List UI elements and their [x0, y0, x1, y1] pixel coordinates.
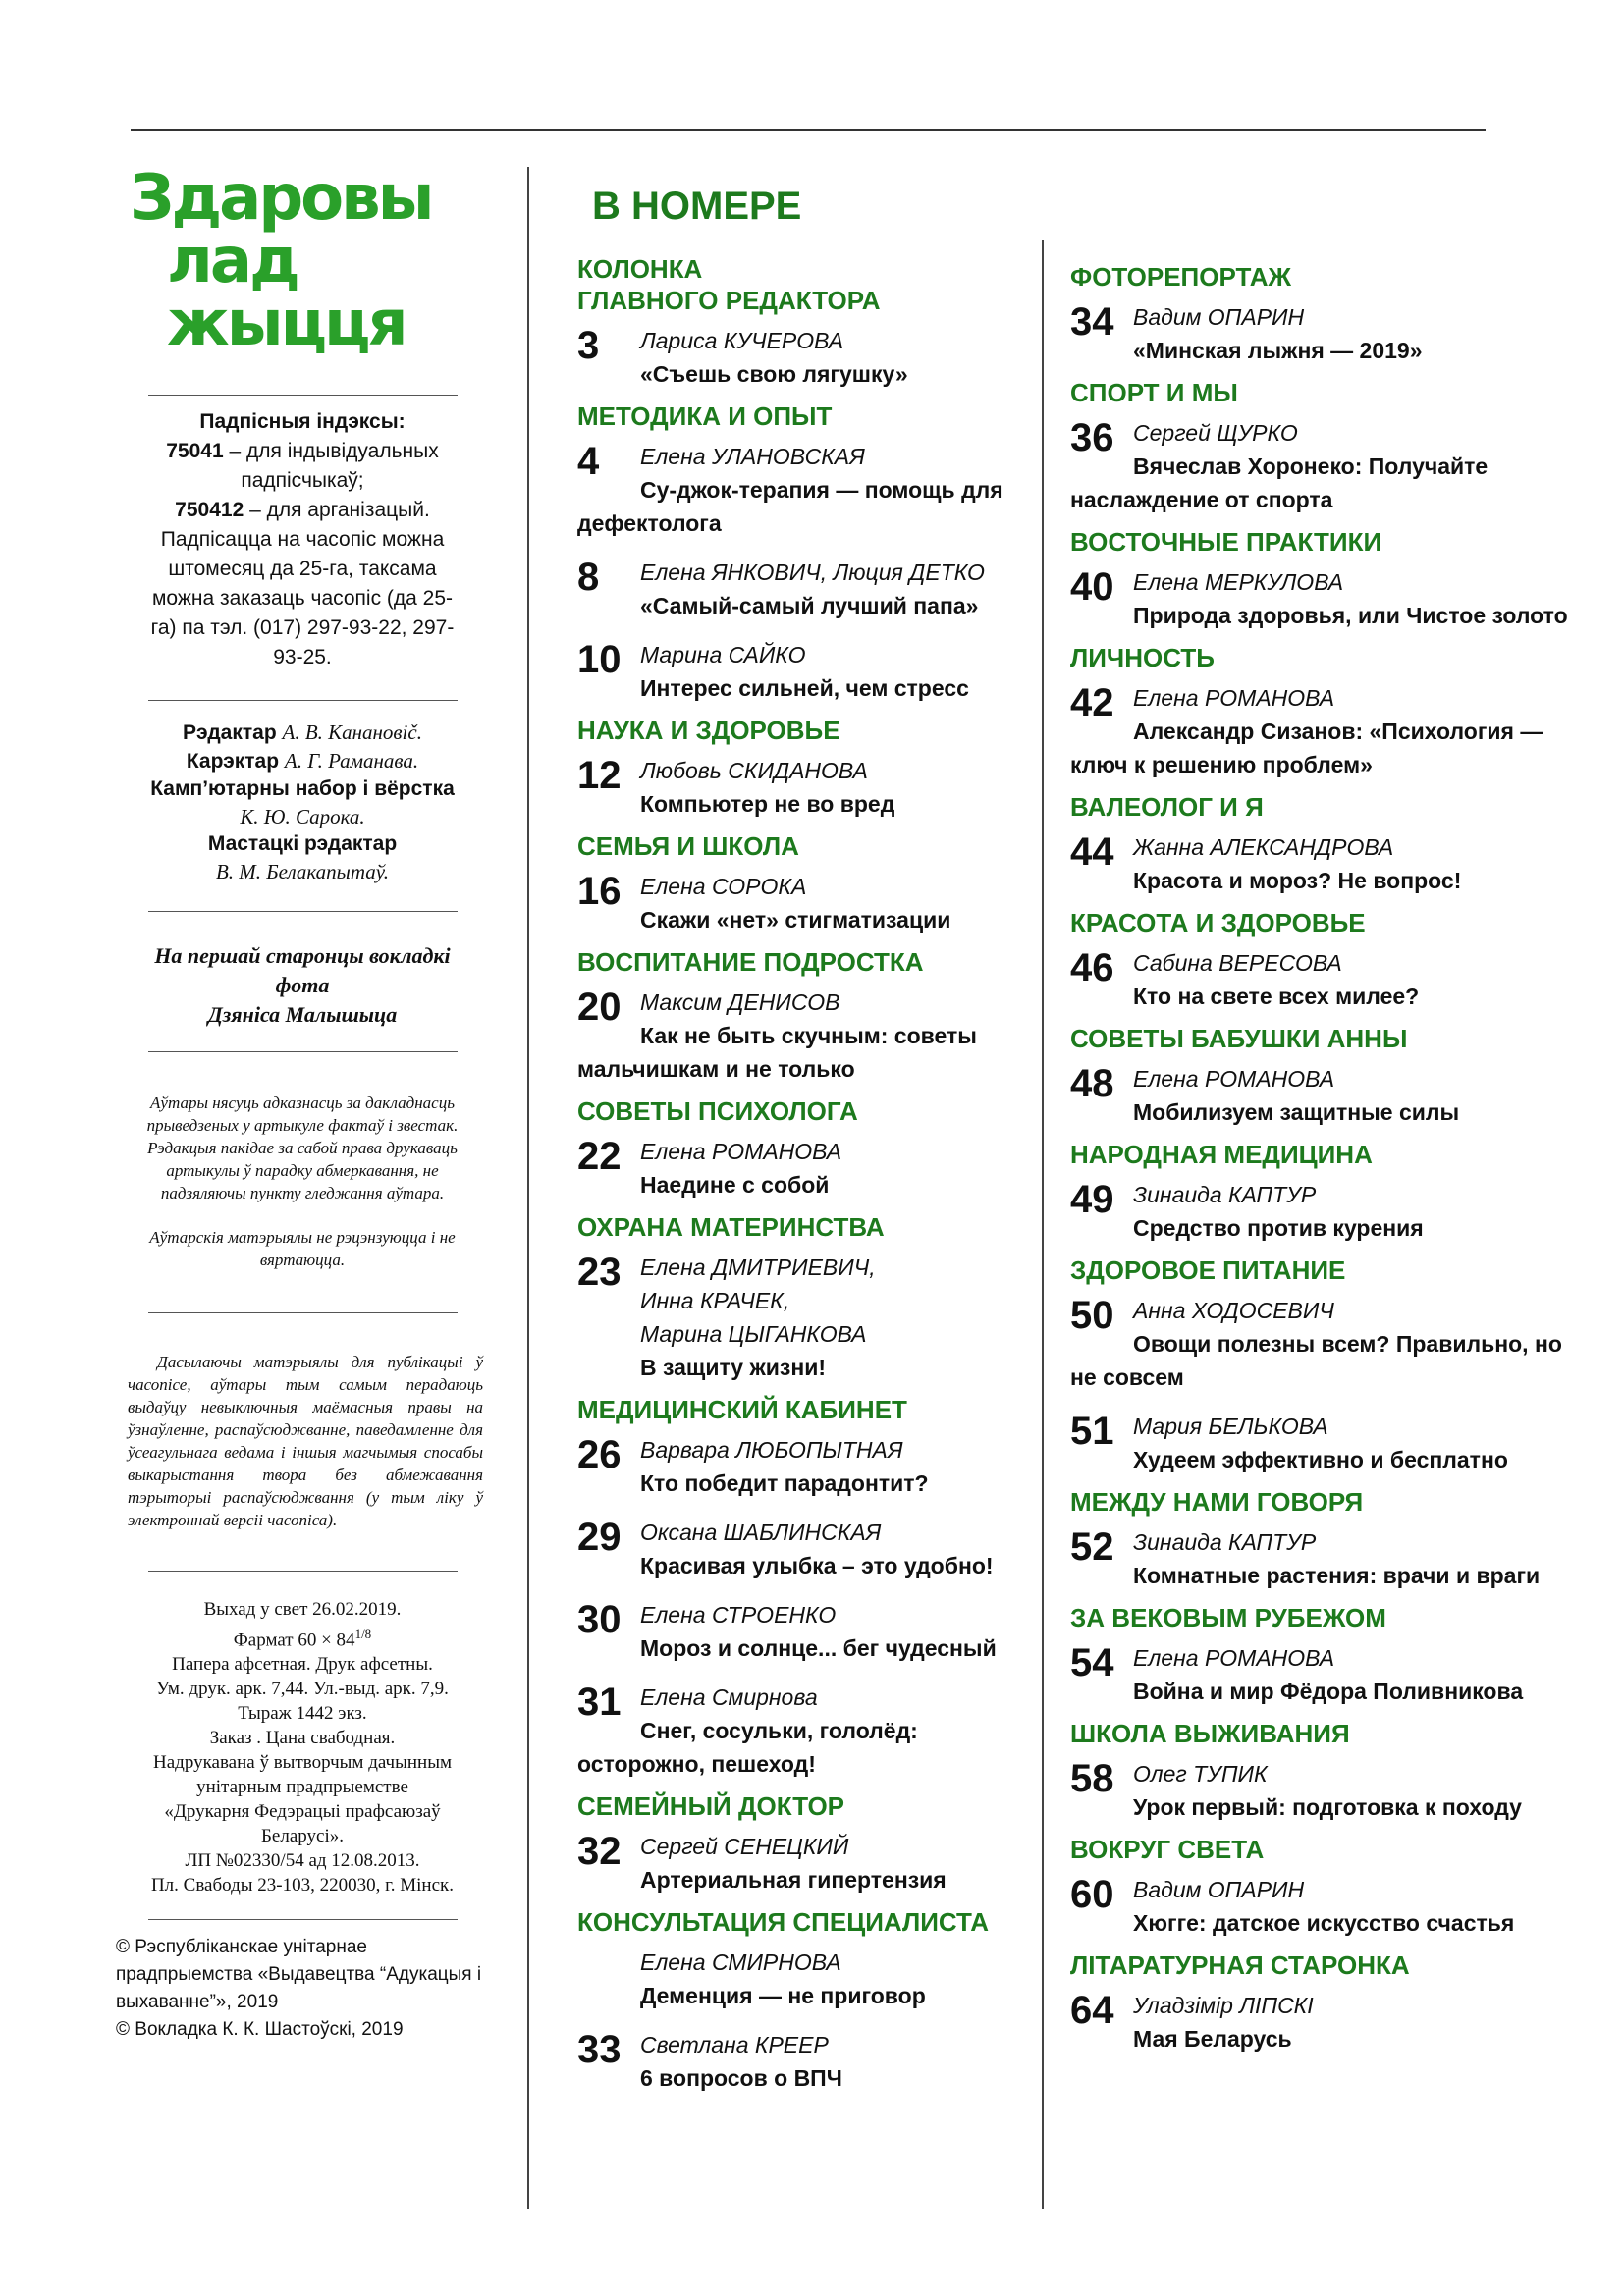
toc-entry[interactable] — [577, 986, 1019, 1086]
toc-author: Елена СТРОЕНКО — [640, 1602, 837, 1628]
toc-section-heading: СОВЕТЫ ПСИХОЛОГА — [577, 1096, 858, 1126]
toc-author: Елена РОМАНОВА — [640, 1139, 842, 1164]
toc-article-title-cont[interactable]: наслаждение от спорта — [1070, 487, 1333, 512]
toc-author: Вадим ОПАРИН — [1133, 304, 1305, 330]
staff-role: Мастацкі рэдактар — [207, 832, 398, 855]
toc-author: Жанна АЛЕКСАНДРОВА — [1133, 834, 1394, 860]
toc-article-title[interactable]: Худеем эффективно и бесплатно — [1133, 1447, 1508, 1472]
imprint-line: Надрукавана ў вытворчым дачынным — [153, 1752, 452, 1774]
toc-entry[interactable] — [577, 1946, 1019, 2012]
toc-author: Зинаида КАПТУР — [1133, 1182, 1317, 1207]
magazine-logo: Здаровы лад жыцця — [130, 162, 432, 360]
imprint-line: Пл. Свабоды 23-103, 220030, г. Мінск. — [150, 1875, 455, 1896]
toc-section-heading: ОХРАНА МАТЕРИНСТВА — [577, 1212, 885, 1242]
toc-article-title[interactable]: Хюгге: датское искусство счастья — [1133, 1910, 1515, 1936]
toc-author: Мария БЕЛЬКОВА — [1133, 1414, 1328, 1439]
page-number: 36 — [1070, 416, 1114, 459]
page-number: 32 — [577, 1830, 622, 1873]
toc-author: Елена ДМИТРИЕВИЧ, — [640, 1255, 876, 1280]
toc-article-title[interactable]: «Самый-самый лучший папа» — [640, 593, 979, 618]
disclaimer: Аўтары нясуць адказнасць за дакладнасць прыведзеных у артыкуле фактаў і звестак. Рэдакцыя пакідае за сабой права друкаваць артыкулы ў парадку абмеркавання, не падзяляючы пункту гледжання аўтара. Аўтарскія матэрыялы не рэцэнзуюцца і не вяртаюцца. — [146, 1094, 459, 1269]
toc-article-title[interactable]: Скажи «нет» стигматизации — [640, 907, 951, 933]
toc-entry[interactable] — [577, 1516, 1019, 1582]
toc-entry[interactable] — [1070, 1873, 1581, 1940]
page-number: 20 — [577, 986, 622, 1029]
toc-author: Елена РОМАНОВА — [1133, 685, 1335, 711]
toc-article-title[interactable]: «Минская лыжня — 2019» — [1133, 338, 1423, 363]
toc-entry[interactable] — [1070, 1178, 1581, 1245]
toc-entry[interactable] — [1070, 681, 1581, 781]
toc-article-title[interactable]: Вячеслав Хоронеко: Получайте — [1133, 454, 1489, 479]
toc-article-title-cont[interactable]: ключ к решению проблем» — [1070, 752, 1373, 777]
divider — [148, 911, 458, 912]
page-number: 50 — [1070, 1294, 1114, 1337]
toc-entry[interactable] — [1070, 1525, 1581, 1592]
page-number: 40 — [1070, 565, 1114, 609]
toc-article-title[interactable]: Мая Беларусь — [1133, 2026, 1292, 2052]
imprint-line: Выхад у свет 26.02.2019. — [203, 1599, 402, 1620]
toc-author: Оксана ШАБЛИНСКАЯ — [640, 1520, 882, 1545]
page-number: 52 — [1070, 1525, 1114, 1569]
page-number: 8 — [577, 556, 600, 599]
toc-author: Сергей СЕНЕЦКИЙ — [640, 1834, 849, 1859]
toc-entry[interactable] — [577, 870, 1019, 936]
subscription-info: Падпісныя індэксы: 75041 – для індывідуальных падпісчыкаў; 750412 – для арганізацый. Падпісацца на часопіс можна штомесяц да 25-га, таксама можна заказаць часопіс (да 25-га) па тэл. (017) 297-93-22, 297-93-25. — [150, 410, 455, 668]
toc-author: Светлана КРЕЕР — [640, 2032, 829, 2057]
page-number: 58 — [1070, 1757, 1114, 1800]
imprint-line: Фармат 60 × 84 — [233, 1629, 355, 1651]
toc-author: Елена ЯНКОВИЧ, Люция ДЕТКО — [640, 560, 985, 585]
toc-column-1 — [577, 253, 1019, 2095]
toc-entry[interactable] — [1070, 300, 1581, 367]
toc-article-title[interactable]: Мобилизуем защитные силы — [1133, 1099, 1460, 1125]
staff-role: Рэдактар — [183, 721, 283, 744]
page-number: 46 — [1070, 946, 1114, 989]
imprint-line: Заказ . Цана свабодная. — [209, 1728, 396, 1749]
toc-article-title[interactable]: Урок первый: подготовка к походу — [1133, 1794, 1522, 1820]
toc-entry[interactable] — [1070, 565, 1581, 632]
toc-entry[interactable] — [1070, 1294, 1581, 1394]
toc-article-title[interactable]: Компьютер не во вред — [640, 791, 895, 817]
toc-author: Зинаида КАПТУР — [1133, 1529, 1317, 1555]
toc-entry[interactable] — [577, 1681, 1019, 1781]
toc-section-heading: ЛІТАРАТУРНАЯ СТАРОНКА — [1070, 1950, 1410, 1980]
toc-article-title[interactable]: Как не быть скучным: советы — [640, 1023, 977, 1048]
toc-section-heading: НАРОДНАЯ МЕДИЦИНА — [1070, 1140, 1373, 1169]
toc-article-title[interactable]: Александр Сизанов: «Психология — — [1133, 719, 1543, 744]
toc-entry[interactable] — [1070, 1989, 1581, 2056]
toc-author: Вадим ОПАРИН — [1133, 1877, 1305, 1902]
toc-author: Сергей ЩУРКО — [1133, 420, 1298, 446]
format-fraction: 1/8 — [354, 1627, 372, 1641]
toc-article-title-cont[interactable]: не совсем — [1070, 1364, 1184, 1390]
imprint-line: Папера афсетная. Друк афсетны. — [172, 1654, 433, 1676]
toc-entry[interactable] — [1070, 830, 1581, 897]
staff-role: Камп’ютарны набор і вёрстка — [150, 777, 455, 800]
toc-author: Марина САЙКО — [640, 642, 806, 667]
toc-article-title[interactable]: Кто на свете всех милее? — [1133, 984, 1420, 1009]
page-number: 49 — [1070, 1178, 1114, 1221]
divider — [148, 1051, 458, 1052]
page-number: 42 — [1070, 681, 1114, 724]
cover-photo-credit: На першай старонцы вокладкі фота Дзяніса Малышыца — [154, 943, 451, 1027]
staff-name: В. М. Белакапытаў. — [215, 860, 390, 883]
toc-article-title-cont[interactable]: осторожно, пешеход! — [577, 1751, 816, 1777]
toc-section-heading: ВОСТОЧНЫЕ ПРАКТИКИ — [1070, 527, 1382, 557]
toc-article-title[interactable]: Средство против курения — [1133, 1215, 1424, 1241]
toc-article-title[interactable]: Война и мир Фёдора Поливникова — [1133, 1679, 1524, 1704]
toc-section-heading: СОВЕТЫ БАБУШКИ АННЫ — [1070, 1024, 1408, 1053]
copyright: © Рэспубліканскае унітарнае прадпрыемства «Выдавецтва “Адукацыя і выхаванне”», 2019 © Вокладка К. К. Шастоўскі, 2019 — [116, 1937, 482, 2041]
toc-entry[interactable] — [577, 1598, 1019, 1665]
page-number: 64 — [1070, 1989, 1114, 2032]
page-number: 48 — [1070, 1062, 1114, 1105]
toc-entry[interactable] — [1070, 1410, 1581, 1476]
toc-article-title[interactable]: Кто победит парадонтит? — [640, 1470, 929, 1496]
imprint-line: Ум. друк. арк. 7,44. Ул.-выд. арк. 7,9. — [156, 1679, 449, 1700]
column-divider — [527, 167, 529, 2209]
page-number: 4 — [577, 440, 600, 483]
page-number: 30 — [577, 1598, 622, 1641]
page-number: 54 — [1070, 1641, 1114, 1684]
toc-author: Елена РОМАНОВА — [1133, 1645, 1335, 1671]
divider — [148, 1312, 458, 1313]
imprint-line: унітарным прадпрыемстве — [196, 1777, 408, 1798]
toc-section-heading: ЗА ВЕКОВЫМ РУБЕЖОМ — [1070, 1603, 1386, 1632]
toc-article-title[interactable]: «Съешь свою лягушку» — [640, 361, 908, 387]
toc-section-heading: СЕМЕЙНЫЙ ДОКТОР — [577, 1791, 845, 1821]
page-number: 29 — [577, 1516, 622, 1559]
toc-article-title[interactable]: Мороз и солнце... бег чудесный — [640, 1635, 997, 1661]
toc-article-title[interactable]: В защиту жизни! — [640, 1355, 827, 1380]
toc-title: В НОМЕРЕ — [592, 185, 802, 228]
rights-notice: Дасылаючы матэрыялы для публікацыі ў часопісе, аўтары тым самым перадаюць выдаўцу невыключныя маёмасныя правы на ўзнаўленне, распаўсюджванне, паведамленне для ўсеагульнага ведама і іншыя магчымыя спосабы выкарыстання твора без абмежавання тэрыторыі распаўсюджвання (у тым ліку ў электроннай версіі часопіса). — [128, 1353, 483, 1529]
toc-article-title[interactable]: Деменция — не приговор — [640, 1983, 926, 2008]
toc-entry[interactable] — [577, 556, 1019, 622]
toc-section-heading: СПОРТ И МЫ — [1070, 378, 1238, 407]
toc-section-heading: ВАЛЕОЛОГ И Я — [1070, 792, 1264, 822]
toc-entry[interactable] — [577, 1830, 1019, 1896]
toc-author: Елена РОМАНОВА — [1133, 1066, 1335, 1092]
toc-entry[interactable] — [577, 2028, 1019, 2095]
staff-list — [116, 719, 489, 885]
page-number: 51 — [1070, 1410, 1114, 1453]
page-number: 60 — [1070, 1873, 1114, 1916]
toc-author: Елена СОРОКА — [640, 874, 807, 899]
toc-section-heading: КРАСОТА И ЗДОРОВЬЕ — [1070, 908, 1366, 937]
toc-entry[interactable] — [1070, 416, 1581, 516]
staff-name: К. Ю. Сарока. — [240, 805, 365, 828]
toc-entry[interactable] — [577, 440, 1019, 540]
toc-entry[interactable] — [577, 638, 1019, 705]
page-number: 26 — [577, 1433, 622, 1476]
toc-section-heading: НАУКА И ЗДОРОВЬЕ — [577, 716, 840, 745]
toc-section-heading: МЕТОДИКА И ОПЫТ — [577, 401, 833, 431]
page-number: 44 — [1070, 830, 1114, 874]
toc-author: Елена МЕРКУЛОВА — [1133, 569, 1344, 595]
toc-section-heading: СЕМЬЯ И ШКОЛА — [577, 831, 799, 861]
top-rule — [131, 129, 1486, 131]
toc-article-title[interactable]: 6 вопросов о ВПЧ — [640, 2065, 842, 2091]
toc-section-heading: ЛИЧНОСТЬ — [1070, 643, 1215, 672]
toc-article-title[interactable]: Артериальная гипертензия — [640, 1867, 947, 1893]
page-number: 16 — [577, 870, 622, 913]
toc-entry[interactable] — [577, 1433, 1019, 1500]
toc-author: Лариса КУЧЕРОВА — [640, 328, 844, 353]
page-number: 22 — [577, 1135, 622, 1178]
toc-section-heading: МЕДИЦИНСКИЙ КАБИНЕТ — [577, 1395, 907, 1424]
imprint-line: Беларусі». — [261, 1826, 344, 1847]
toc-author: Инна КРАЧЕК, — [640, 1288, 790, 1313]
divider — [148, 1919, 458, 1920]
toc-article-title-cont[interactable]: мальчишкам и не только — [577, 1056, 855, 1082]
toc-entry[interactable] — [577, 1251, 1019, 1384]
toc-entry[interactable] — [1070, 1641, 1581, 1708]
toc-section-heading: КОНСУЛЬТАЦИЯ СПЕЦИАЛИСТА — [577, 1907, 990, 1937]
toc-author: Анна ХОДОСЕВИЧ — [1133, 1298, 1334, 1323]
publication-details — [116, 1597, 489, 1897]
toc-section-heading: МЕЖДУ НАМИ ГОВОРЯ — [1070, 1487, 1364, 1517]
toc-article-title[interactable]: Снег, сосульки, гололёд: — [640, 1718, 918, 1743]
toc-article-title[interactable]: Красота и мороз? Не вопрос! — [1133, 868, 1462, 893]
toc-article-title[interactable]: Су-джок-терапия — помощь для — [640, 477, 1003, 503]
staff-row — [116, 719, 489, 747]
toc-author: Марина ЦЫГАНКОВА — [640, 1321, 867, 1347]
imprint-line: «Друкарня Федэрацыі прафсаюзаў — [164, 1801, 441, 1823]
staff-row — [116, 747, 489, 775]
staff-name: А. В. Канановіč. — [282, 721, 422, 744]
toc-author: Сабина ВЕРЕСОВА — [1133, 950, 1342, 976]
imprint-line: Тыраж 1442 экз. — [238, 1703, 367, 1725]
toc-entry[interactable] — [577, 324, 1019, 391]
toc-author: Олег ТУПИК — [1133, 1761, 1268, 1787]
toc-column-2 — [1070, 261, 1581, 2056]
toc-entry[interactable] — [1070, 946, 1581, 1013]
page-number: 3 — [577, 324, 600, 367]
imprint-column — [116, 162, 489, 2044]
toc-entry[interactable] — [1070, 1062, 1581, 1129]
page-number: 12 — [577, 754, 622, 797]
toc-entry[interactable] — [577, 1135, 1019, 1201]
toc-author: Елена УЛАНОВСКАЯ — [640, 444, 865, 469]
page-number: 34 — [1070, 300, 1114, 344]
toc-author: Варвара ЛЮБОПЫТНАЯ — [640, 1437, 903, 1463]
divider — [148, 700, 458, 701]
page-number: 31 — [577, 1681, 622, 1724]
page-number: 23 — [577, 1251, 622, 1294]
divider — [148, 395, 458, 396]
column-divider — [1042, 240, 1044, 2209]
toc-author: Любовь СКИДАНОВА — [640, 758, 868, 783]
toc-article-title-cont[interactable]: дефектолога — [577, 510, 722, 536]
toc-article-title[interactable]: Наедине с собой — [640, 1172, 830, 1198]
toc-section-heading: ФОТОРЕПОРТАЖ — [1070, 262, 1291, 292]
toc-entry[interactable] — [1070, 1757, 1581, 1824]
toc-section-heading: КОЛОНКА ГЛАВНОГО РЕДАКТОРА — [577, 254, 881, 315]
toc-entry[interactable] — [577, 754, 1019, 821]
imprint-line: ЛП №02330/54 ад 12.08.2013. — [185, 1850, 420, 1872]
toc-author: Елена СМИРНОВА — [640, 1949, 841, 1975]
toc-article-title[interactable]: Природа здоровья, или Чистое золото — [1133, 603, 1568, 628]
toc-author: Елена Смирнова — [640, 1684, 818, 1710]
toc-section-heading: ШКОЛА ВЫЖИВАНИЯ — [1070, 1719, 1350, 1748]
toc-author: Максим ДЕНИСОВ — [640, 989, 840, 1015]
toc-section-heading: ЗДОРОВОЕ ПИТАНИЕ — [1070, 1255, 1346, 1285]
staff-role: Карэктар — [186, 750, 285, 773]
toc-article-title[interactable]: Красивая улыбка – это удобно! — [640, 1553, 994, 1578]
toc-section-heading: ВОКРУГ СВЕТА — [1070, 1835, 1265, 1864]
page-number: 10 — [577, 638, 622, 681]
staff-name: А. Г. Раманава. — [284, 749, 419, 773]
toc-article-title[interactable]: Комнатные растения: врачи и враги — [1133, 1563, 1541, 1588]
toc-article-title[interactable]: Интерес сильней, чем стресс — [640, 675, 969, 701]
toc-section-heading: ВОСПИТАНИЕ ПОДРОСТКА — [577, 947, 924, 977]
page-number: 33 — [577, 2028, 622, 2071]
toc-author: Уладзімір ЛІПСКІ — [1133, 1993, 1314, 2018]
divider — [148, 1571, 458, 1572]
toc-article-title[interactable]: Овощи полезны всем? Правильно, но — [1133, 1331, 1562, 1357]
